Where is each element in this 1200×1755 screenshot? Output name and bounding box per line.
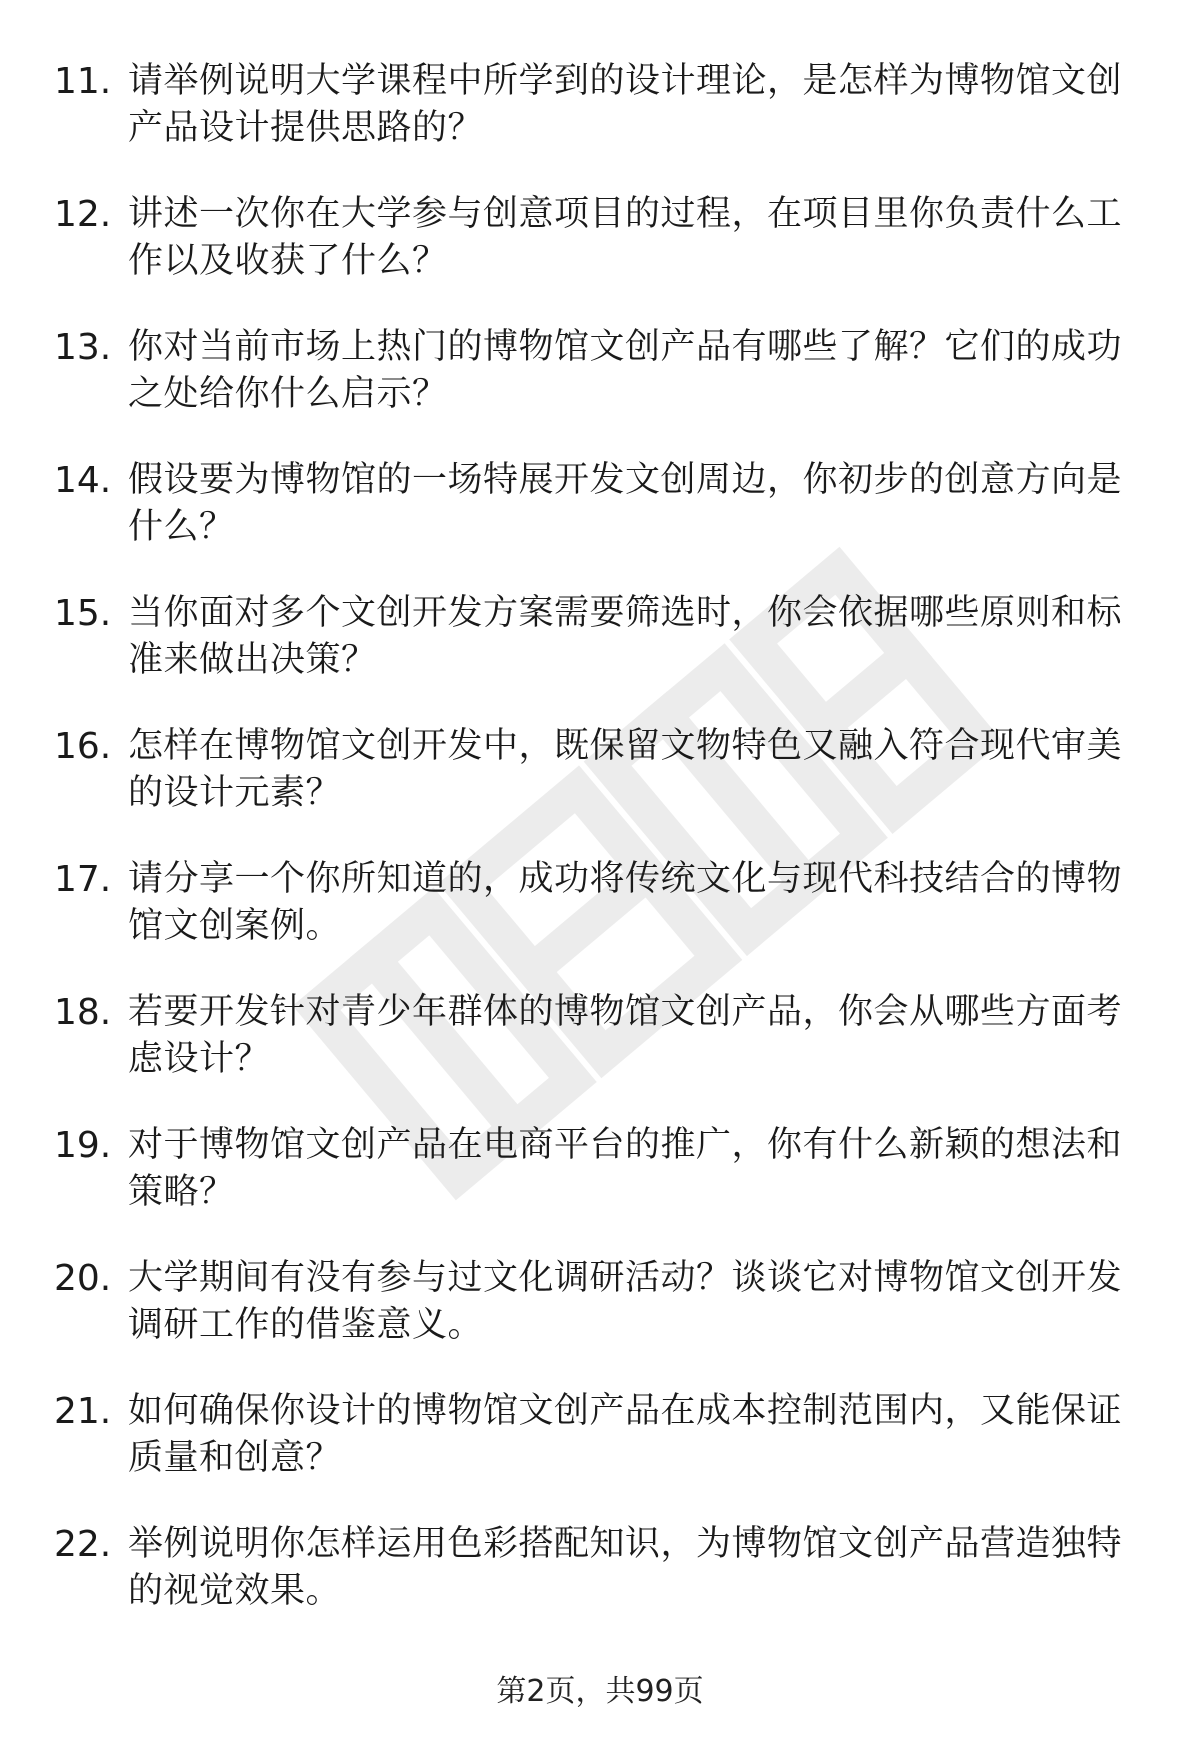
question-text: 讲述一次你在大学参与创意项目的过程，在项目里你负责什么工作以及收获了什么？ xyxy=(128,194,1123,281)
question-list xyxy=(0,58,1200,1654)
question-item xyxy=(0,457,1200,590)
question-number: 12. xyxy=(54,194,112,235)
question-text: 假设要为博物馆的一场特展开发文创周边，你初步的创意方向是什么？ xyxy=(128,460,1123,547)
question-item xyxy=(0,723,1200,856)
question-item xyxy=(0,1388,1200,1521)
question-item xyxy=(0,324,1200,457)
page-footer: 第2页，共99页 xyxy=(496,1674,704,1709)
question-number: 19. xyxy=(54,1125,112,1166)
question-number: 15. xyxy=(54,593,112,634)
question-item xyxy=(0,1255,1200,1388)
question-number: 14. xyxy=(54,460,112,501)
question-number: 16. xyxy=(54,726,112,767)
question-number: 21. xyxy=(54,1391,112,1432)
question-text: 举例说明你怎样运用色彩搭配知识，为博物馆文创产品营造独特的视觉效果。 xyxy=(128,1524,1123,1611)
question-item xyxy=(0,856,1200,989)
question-item xyxy=(0,1521,1200,1654)
question-item xyxy=(0,58,1200,191)
question-text: 你对当前市场上热门的博物馆文创产品有哪些了解？它们的成功之处给你什么启示？ xyxy=(128,327,1123,414)
question-text: 对于博物馆文创产品在电商平台的推广，你有什么新颖的想法和策略？ xyxy=(128,1125,1123,1212)
question-text: 若要开发针对青少年群体的博物馆文创产品，你会从哪些方面考虑设计？ xyxy=(128,992,1123,1079)
question-text: 大学期间有没有参与过文化调研活动？谈谈它对博物馆文创开发调研工作的借鉴意义。 xyxy=(128,1258,1123,1345)
question-number: 13. xyxy=(54,327,112,368)
question-number: 20. xyxy=(54,1258,112,1299)
question-number: 17. xyxy=(54,859,112,900)
question-item xyxy=(0,1122,1200,1255)
question-item xyxy=(0,989,1200,1122)
question-text: 如何确保你设计的博物馆文创产品在成本控制范围内，又能保证质量和创意？ xyxy=(128,1391,1123,1478)
question-number: 11. xyxy=(54,61,112,102)
question-text: 当你面对多个文创开发方案需要筛选时，你会依据哪些原则和标准来做出决策？ xyxy=(128,593,1123,680)
question-text: 请举例说明大学课程中所学到的设计理论，是怎样为博物馆文创产品设计提供思路的？ xyxy=(128,61,1123,148)
question-item xyxy=(0,590,1200,723)
question-text: 请分享一个你所知道的，成功将传统文化与现代科技结合的博物馆文创案例。 xyxy=(128,859,1123,946)
question-text: 怎样在博物馆文创开发中，既保留文物特色又融入符合现代审美的设计元素？ xyxy=(128,726,1123,813)
question-number: 18. xyxy=(54,992,112,1033)
question-item xyxy=(0,191,1200,324)
question-number: 22. xyxy=(54,1524,112,1565)
